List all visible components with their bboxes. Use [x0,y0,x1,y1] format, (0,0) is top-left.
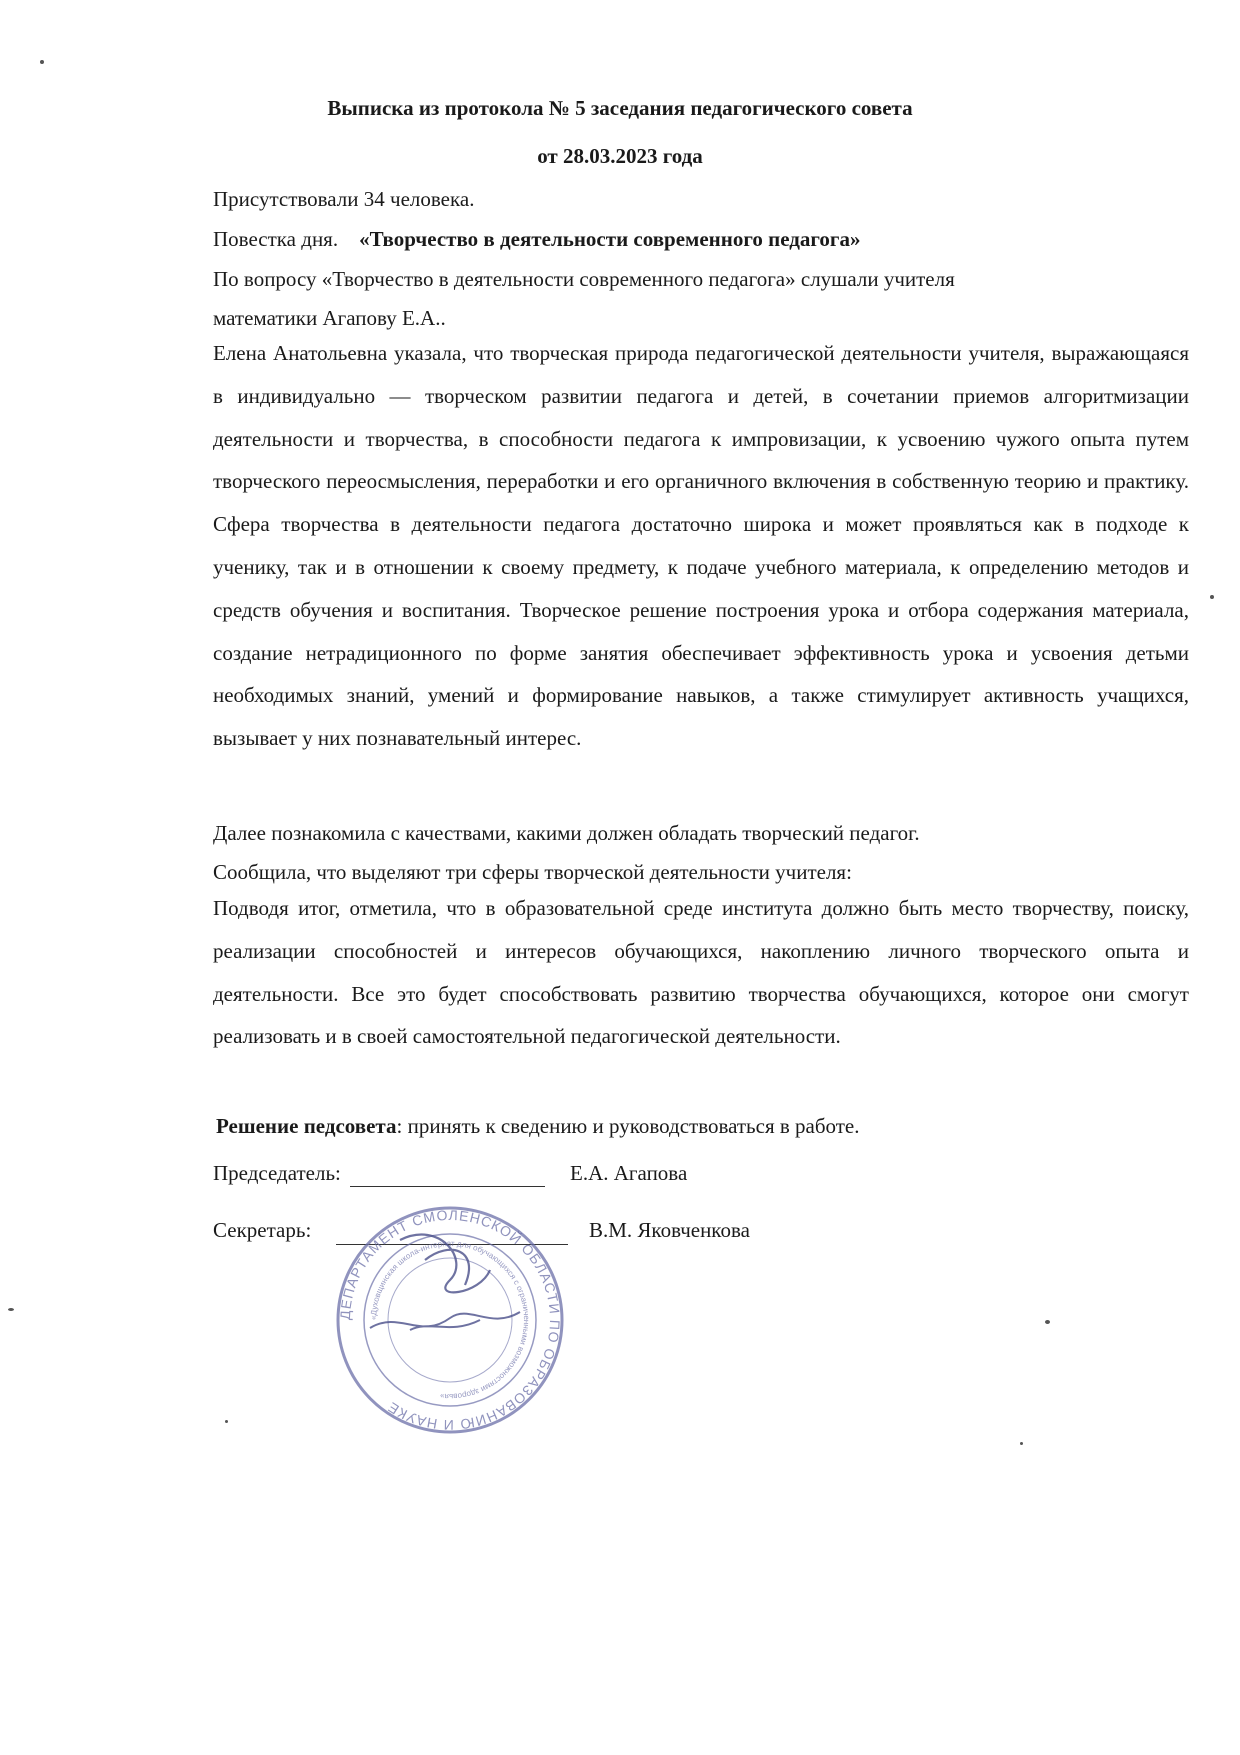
spheres-line: Сообщила, что выделяют три сферы творческой деятельности учителя: [213,860,852,884]
document-title: Выписка из протокола № 5 заседания педагогического совета [327,96,913,120]
stamp-inner-text: «Духовщинская школа-интернат для обучающихся с ограниченными возможностями здоровья» [368,1238,532,1402]
secretary-signature-icon [370,1312,520,1330]
decision-text: : принять к сведению и руководствоваться в работе. [396,1114,860,1138]
document-date: от 28.03.2023 года [537,144,703,168]
listened-line-1: По вопросу «Творчество в деятельности современного педагога» слушали учителя [213,267,955,291]
scan-speck [1045,1320,1050,1324]
scan-speck [40,60,44,64]
agenda-topic: «Творчество в деятельности современного педагога» [359,227,861,251]
agenda-line [213,227,860,252]
chair-label: Председатель: [213,1161,341,1185]
decision-line [216,1114,860,1139]
chair-signature-line [350,1186,545,1187]
scan-speck [225,1420,228,1423]
secretary-name: В.М. Яковченкова [589,1218,750,1242]
attendance-line: Присутствовали 34 человека. [213,187,475,211]
qualities-line: Далее познакомила с качествами, какими должен обладать творческий педагог. [213,821,920,845]
decision-label: Решение педсовета [216,1114,397,1138]
chair-name: Е.А. Агапова [570,1161,688,1185]
scan-speck [8,1308,14,1311]
scan-speck [1020,1442,1023,1445]
listened-line-2: математики Агапову Е.А.. [213,306,446,330]
scan-speck [1210,595,1214,599]
summary-paragraph: Подводя итог, отметила, что в образовательной среде института должно быть место творчеству, поиску, реализации способностей и интересов обучающихся, накоплению личного творческого опыта и деятельности. Все это будет способствовать развитию творчества обучающихся, которое они смогут реализовать и в своей самостоятельной педагогической деятельности. [213,896,1189,1049]
official-stamp [330,1200,570,1440]
speech-paragraph: Елена Анатольевна указала, что творческая природа педагогической деятельности учителя, выражающаяся в индивидуально — творческом развитии педагога и детей, в сочетании приемов алгоритмизации деятельности и творчества, в способности педагога к импровизации, к усвоению чужого опыта путем творческого переосмысления, переработки и его органичного включения в собственную теорию и практику. Сфера творчества в деятельности педагога достаточно широка и может проявляться как в подходе к ученику, так и в отношении к своему предмету, к подаче учебного материала, к определению методов и средств обучения и воспитания. Творческое решение построения урока и отбора содержания материала, создание нетрадиционного по форме занятия обеспечивает эффективность урока и усвоения детьми необходимых знаний, умений и формирование навыков, а также стимулирует активность учащихся, вызывает у них познавательный интерес. [213,341,1189,751]
secretary-label: Секретарь: [213,1218,312,1242]
stamp-outer-text: ДЕПАРТАМЕНТ СМОЛЕНСКОЙ ОБЛАСТИ ПО ОБРАЗОВАНИЮ И НАУКЕ [336,1206,564,1434]
agenda-label: Повестка дня. [213,227,339,251]
